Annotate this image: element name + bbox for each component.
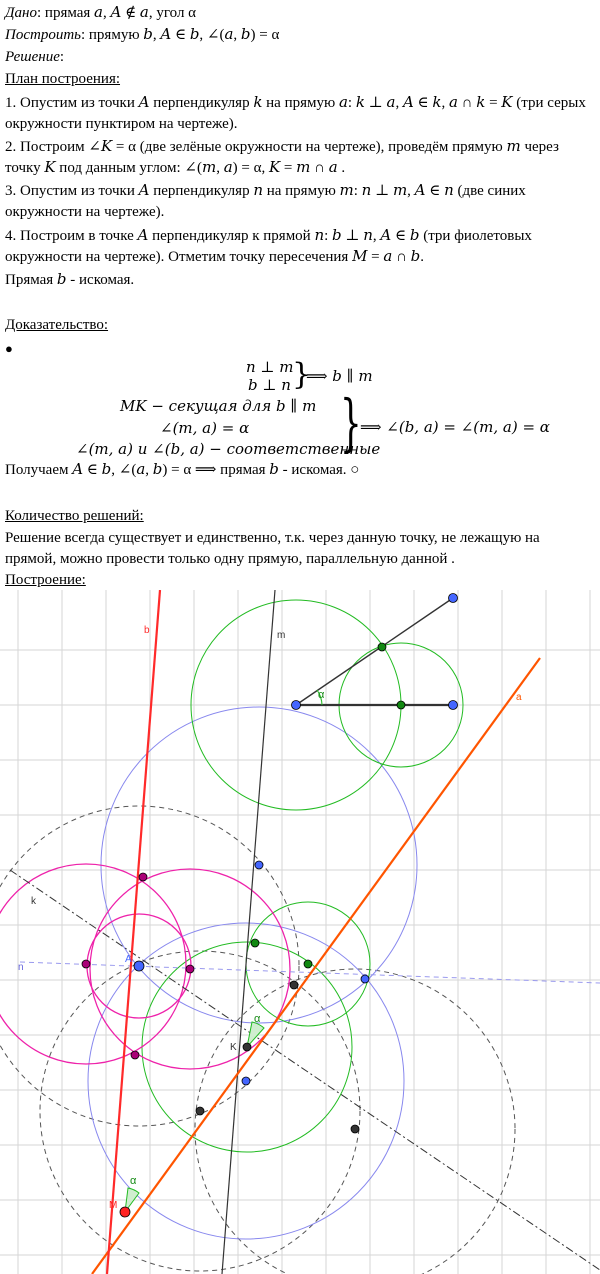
- proof-line-1b: 𝑏 ⊥ 𝑛: [248, 376, 291, 394]
- plan-step-1: 1. Опустим из точки 𝐴 перпендикуляр 𝑘 на прямую 𝑎: 𝑘 ⊥ 𝑎, 𝐴 ∈ 𝑘, 𝑎 ∩ 𝑘 = 𝐾 (три серых окружности пунктиром на чертеже).: [5, 95, 586, 132]
- proof-line-2b: ∠(𝑚, 𝑎) = α: [160, 419, 250, 437]
- proof-line-1a: 𝑛 ⊥ 𝑚: [246, 358, 294, 376]
- line-m: [222, 590, 275, 1274]
- line-b: [107, 590, 160, 1274]
- label-k: k: [31, 896, 36, 907]
- label-M: M: [109, 1200, 118, 1211]
- label-b: b: [144, 625, 150, 636]
- points: [82, 594, 458, 1218]
- label-n: n: [18, 962, 24, 973]
- plan-heading: План построения:: [5, 71, 121, 87]
- plan-step-3: 3. Опустим из точки 𝐴 перпендикуляр 𝑛 на прямую 𝑚: 𝑛 ⊥ 𝑚, 𝐴 ∈ 𝑛 (две синих окружности на чертеже).: [5, 183, 526, 220]
- proof-line-2c: ∠(𝑚, 𝑎) и ∠(𝑏, 𝑎) − соответственные: [76, 440, 381, 458]
- construct-line: [5, 25, 594, 46]
- proof-heading: Доказательство:: [5, 317, 109, 333]
- plan-step-2: 2. Построим ∠𝐾 = α (две зелёные окружности на чертеже), проведём прямую 𝑚 через точку 𝐾 под данным углом: ∠(𝑚, 𝑎) = α, 𝐾 = 𝑚 ∩ 𝑎 .: [5, 139, 559, 176]
- count-heading: Количество решений:: [5, 508, 144, 524]
- plan-step-4: 4. Построим в точке 𝐴 перпендикуляр к прямой 𝑛: 𝑏 ⊥ 𝑛, 𝐴 ∈ 𝑏 (три фиолетовых окружности на чертеже). Отметим точку пересечения 𝑀 = 𝑎 ∩ 𝑏.: [5, 228, 532, 265]
- proof-final: Получаем 𝐴 ∈ 𝑏, ∠(𝑎, 𝑏) = α ⟹ прямая 𝑏 - искомая. ○: [5, 462, 360, 478]
- gray-circles: [0, 806, 515, 1274]
- proof-conclusion-1: ⟹ 𝑏 ∥ 𝑚: [306, 367, 373, 385]
- solution-line: [5, 47, 594, 68]
- solution-label: Решение: [5, 49, 60, 65]
- given-line: [5, 3, 594, 24]
- line-a: [92, 658, 540, 1274]
- given-label: Дано: [5, 5, 37, 21]
- solution-text: :: [59, 49, 65, 65]
- label-a: a: [516, 692, 522, 703]
- label-m: m: [277, 630, 286, 641]
- label-alpha-given: α: [318, 689, 325, 701]
- construct-text: : прямую 𝑏, 𝐴 ∈ 𝑏, ∠(𝑎, 𝑏) = α: [80, 27, 280, 43]
- proof-conclusion-2: ⟹ ∠(𝑏, 𝑎) = ∠(𝑚, 𝑎) = α: [360, 418, 550, 436]
- proof-brace-1: }: [292, 357, 312, 392]
- construct-label: Построить: [5, 27, 81, 43]
- label-K: K: [230, 1042, 237, 1053]
- proof-line-2a: 𝑀𝐾 − секущая для 𝑏 ∥ 𝑚: [120, 397, 317, 415]
- construction-drawing: [0, 590, 600, 1274]
- proof-brace-2: }: [340, 386, 362, 459]
- label-alpha-m: α: [130, 1175, 137, 1187]
- label-alpha-k: α: [254, 1013, 261, 1025]
- count-text: Решение всегда существует и единственно, т.к. через данную точку, не лежащую на прямой, можно провести только одну прямую, параллельную данной .: [5, 530, 540, 567]
- blue-circles: [88, 707, 417, 1239]
- construction-heading: Построение:: [5, 572, 86, 588]
- plan-result: Прямая 𝑏 - искомая.: [5, 272, 135, 288]
- proof-bullet: ●: [5, 341, 13, 356]
- label-A: A: [125, 954, 132, 965]
- given-text: : прямая 𝑎, 𝐴 ∉ 𝑎, угол α: [37, 5, 197, 21]
